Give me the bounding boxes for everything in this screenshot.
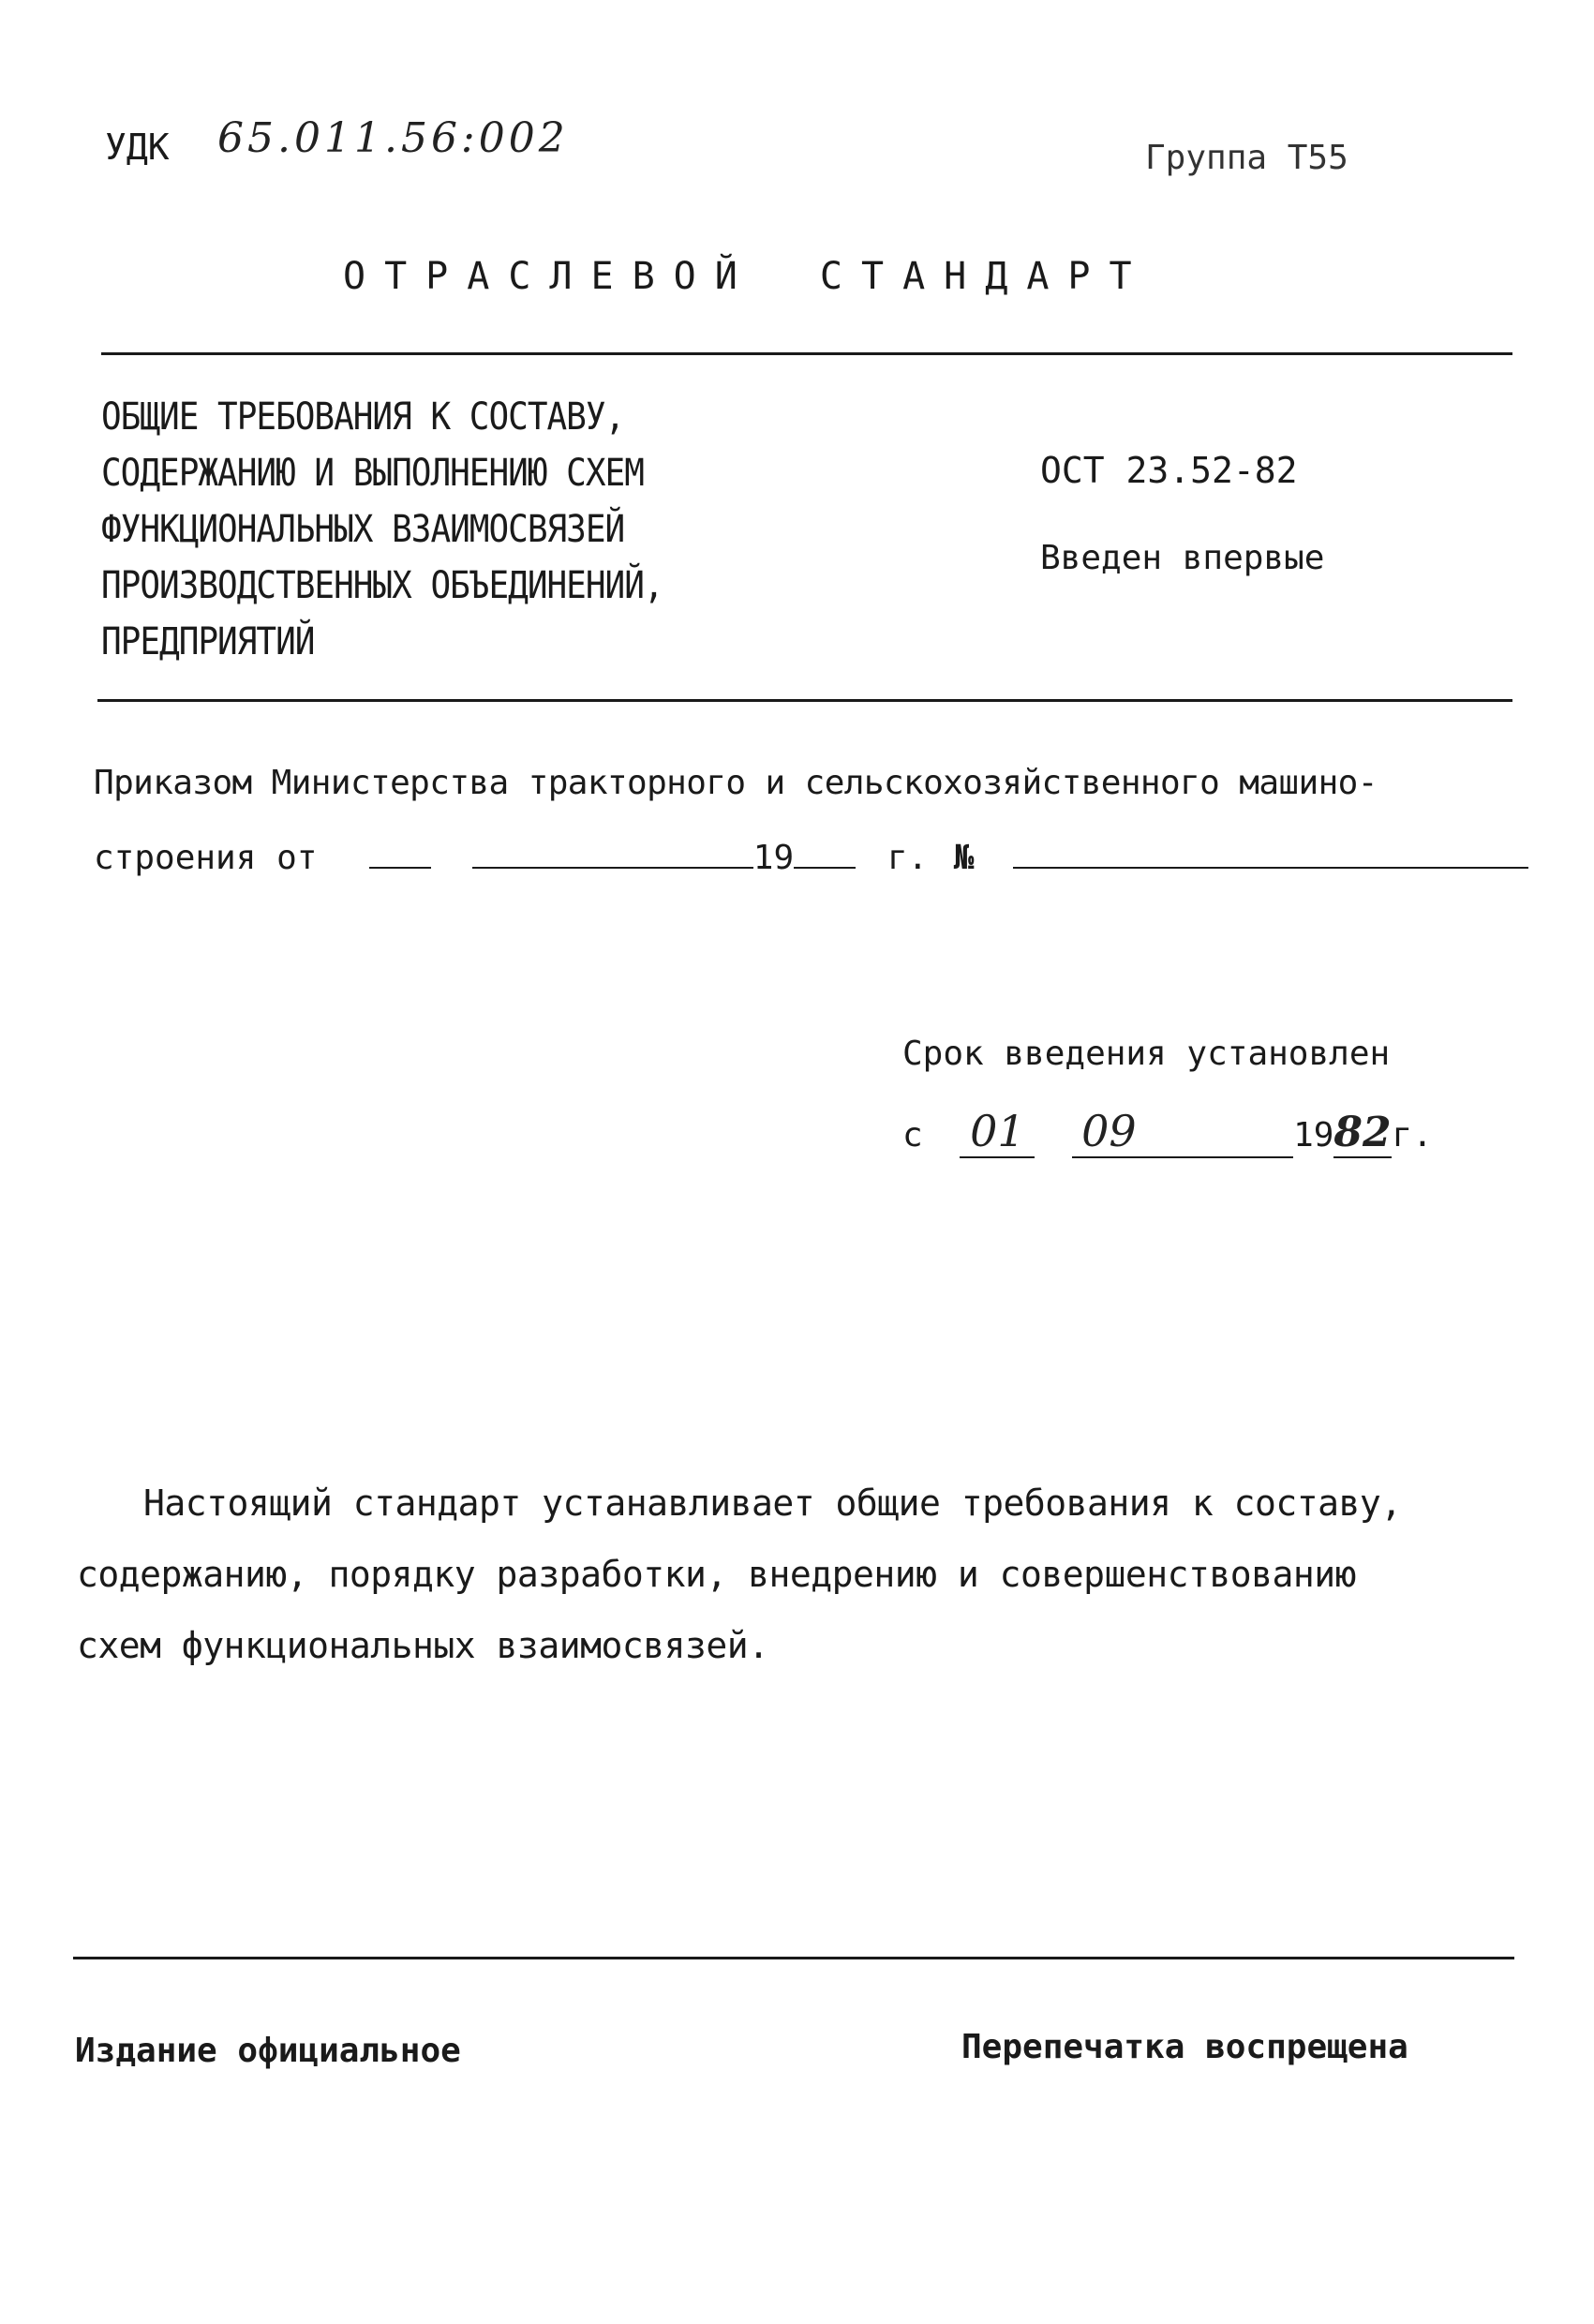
title-line: ПРЕДПРИЯТИЙ: [101, 620, 315, 663]
standard-title: [101, 386, 663, 667]
order-year-suffix: г.: [886, 839, 929, 877]
title-line: ОБЩИЕ ТРЕБОВАНИЯ К СОСТАВУ,: [101, 395, 625, 439]
footer-official-edition: Издание официальное: [75, 2032, 461, 2070]
effective-year-prefix: 19: [1293, 1116, 1334, 1155]
effective-year: 82: [1333, 1109, 1392, 1156]
effective-label: Срок введения установлен: [902, 1035, 1391, 1073]
order-year-prefix: 19: [752, 839, 795, 877]
udk-label: УДК: [105, 127, 170, 168]
title-line: ПРОИЗВОДСТВЕННЫХ ОБЪЕДИНЕНИЙ,: [101, 564, 663, 607]
udk-value: 65.011.56:002: [217, 114, 569, 162]
top-divider: [101, 352, 1512, 355]
body-line-1: Настоящий стандарт устанавливает общие требования к составу,: [143, 1482, 1402, 1524]
title-line: СОДЕРЖАНИЮ И ВЫПОЛНЕНИЮ СХЕМ: [101, 452, 644, 495]
order-prefix: строения от: [94, 839, 318, 877]
effective-year-field: [1333, 1109, 1392, 1158]
order-line-1: Приказом Министерства тракторного и сельскохозяйственного машино-: [94, 764, 1378, 802]
effective-month: 09: [1081, 1106, 1137, 1156]
order-line-2: [94, 839, 1528, 877]
bottom-divider: [73, 1957, 1514, 1959]
group-label: Группа Т55: [1145, 139, 1348, 177]
title-line: ФУНКЦИОНАЛЬНЫХ ВЗАИМОСВЯЗЕЙ: [101, 508, 625, 551]
effective-prefix: с: [902, 1116, 923, 1155]
standard-heading: ОТРАСЛЕВОЙ СТАНДАРТ: [343, 255, 1151, 298]
order-year-blank: [794, 867, 856, 869]
order-day-blank: [369, 867, 431, 869]
standard-designation: ОСТ 23.52-82: [1040, 450, 1298, 491]
footer-reprint-prohibited: Перепечатка воспрещена: [961, 2028, 1408, 2066]
order-month-blank: [472, 867, 753, 869]
middle-divider: [97, 699, 1512, 702]
order-number-sign: №: [953, 839, 975, 877]
effective-day-field: [960, 1106, 1035, 1158]
introduced-note: Введен впервые: [1040, 539, 1325, 577]
effective-month-field: [1072, 1106, 1293, 1158]
effective-suffix: г.: [1392, 1116, 1433, 1155]
effective-day: 01: [970, 1106, 1025, 1156]
body-line-3: схем функциональных взаимосвязей.: [77, 1625, 769, 1666]
body-line-2: содержанию, порядку разработки, внедрению и совершенствованию: [77, 1554, 1357, 1595]
order-number-blank: [1013, 867, 1528, 869]
effective-date: [902, 1106, 1433, 1158]
